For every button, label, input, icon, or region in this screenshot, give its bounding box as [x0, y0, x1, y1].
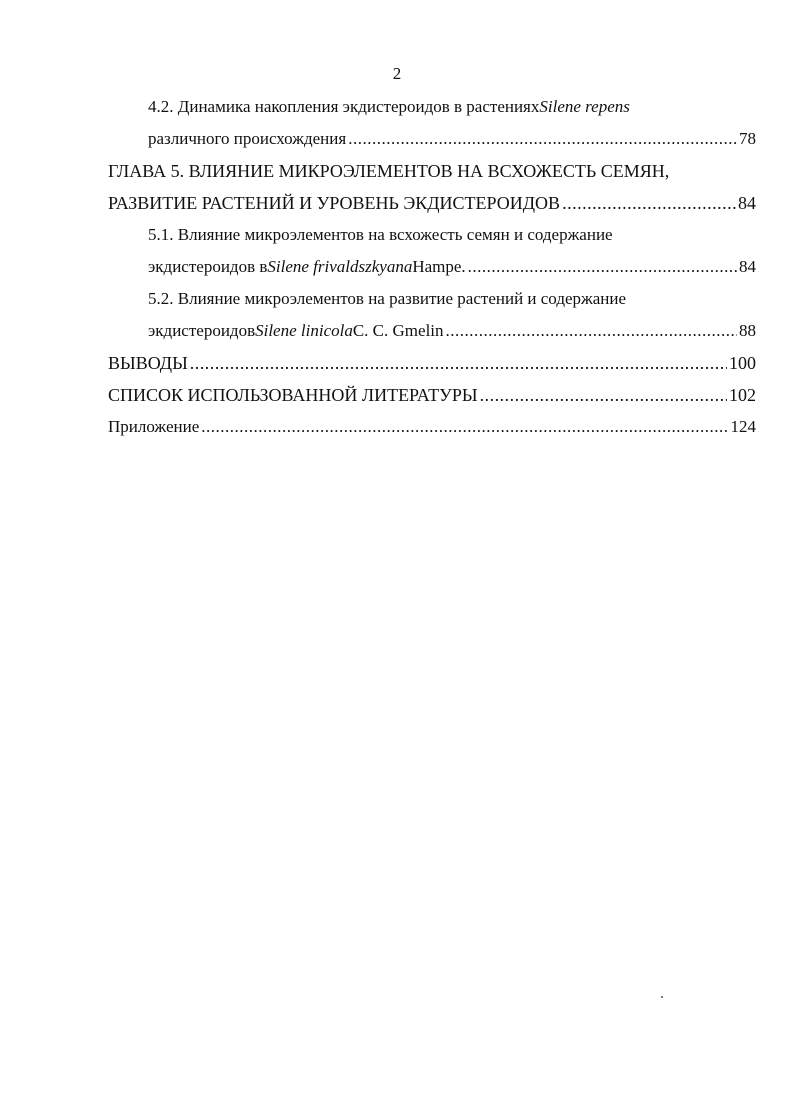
toc-page-number: 124: [730, 417, 756, 436]
species-name: Silene repens: [539, 97, 630, 116]
toc-entry-text: Приложение: [108, 417, 200, 436]
toc-entry-5-1-title: [148, 224, 756, 246]
toc-entry-text: ВЫВОДЫ: [108, 353, 188, 373]
toc-page-number: 100: [729, 353, 756, 373]
leader-dots: [468, 256, 737, 278]
toc-entry-text: 5.1. Влияние микроэлементов на всхожесть семян и содержание: [148, 225, 613, 244]
toc-page-number: 84: [738, 193, 756, 213]
toc-entry-text: экдистероидов в: [148, 257, 268, 276]
toc-entry-text: РАЗВИТИЕ РАСТЕНИЙ И УРОВЕНЬ ЭКДИСТЕРОИДОВ: [108, 193, 561, 213]
page-number: 2: [392, 64, 402, 83]
toc-page-number: 78: [739, 129, 756, 148]
toc-references[interactable]: [108, 384, 756, 406]
toc-entry-text: СПИСОК ИСПОЛЬЗОВАННОЙ ЛИТЕРАТУРЫ: [108, 385, 478, 405]
toc-entry-text: 4.2. Динамика накопления экдистероидов в растениях: [148, 97, 540, 116]
toc-page-number: 84: [739, 257, 756, 276]
toc-page-number: 88: [739, 321, 756, 340]
toc-entry-4-2[interactable]: [148, 128, 756, 150]
leader-dots: [480, 384, 727, 406]
species-name: Silene frivaldszkyana: [267, 257, 413, 276]
leader-dots: [190, 352, 727, 374]
toc-entry-5-2[interactable]: [148, 320, 756, 342]
toc-page-number: 102: [729, 385, 756, 405]
toc-entry-text: различного происхождения: [148, 129, 347, 148]
toc-entry-5-1[interactable]: [148, 256, 756, 278]
leader-dots: [446, 320, 737, 342]
toc-entry-text: 5.2. Влияние микроэлементов на развитие растений и содержание: [148, 289, 627, 308]
toc-entry-text: экдистероидов: [148, 321, 256, 340]
author-name: Hampe.: [412, 257, 466, 276]
toc-conclusions[interactable]: [108, 352, 756, 374]
scan-speck: [661, 996, 663, 998]
species-name: Silene linicola: [255, 321, 353, 340]
toc-entry-text: ГЛАВА 5. ВЛИЯНИЕ МИКРОЭЛЕМЕНТОВ НА ВСХОЖЕСТЬ СЕМЯН,: [108, 161, 670, 181]
author-name: C. C. Gmelin: [352, 321, 444, 340]
toc-chapter-5-title: [108, 160, 756, 182]
leader-dots: [201, 416, 728, 438]
toc-chapter-5[interactable]: [108, 192, 756, 214]
toc-entry-4-2-title: [148, 96, 756, 118]
leader-dots: [348, 128, 737, 150]
toc-entry-5-2-title: [148, 288, 756, 310]
toc-appendix[interactable]: [108, 416, 756, 438]
leader-dots: [562, 192, 736, 214]
